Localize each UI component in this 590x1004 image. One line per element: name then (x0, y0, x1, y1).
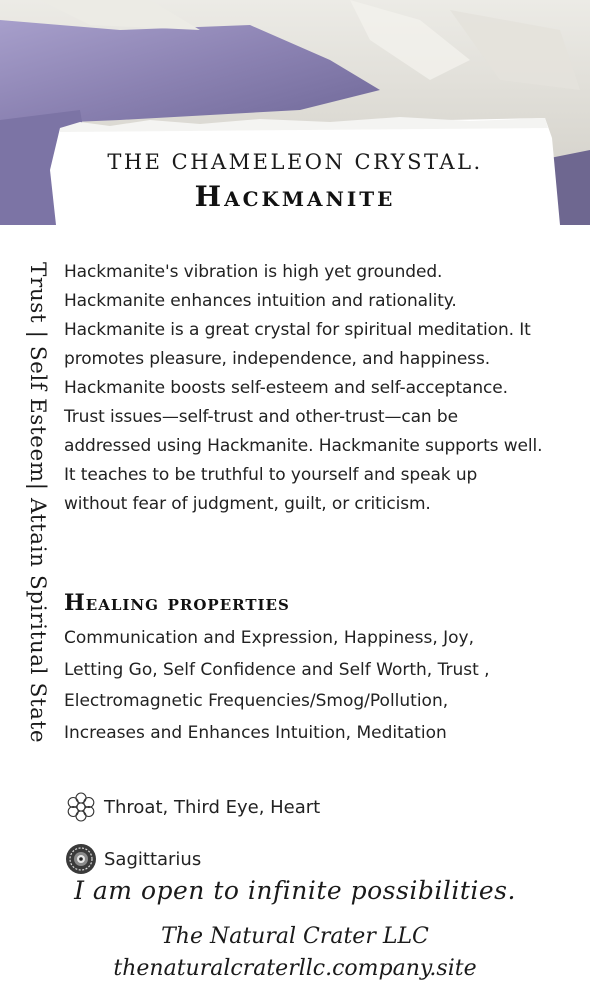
chakra-flower-icon (64, 790, 98, 824)
zodiac-mandala-icon (64, 842, 98, 876)
chakra-row (64, 790, 320, 824)
brand-name: The Natural Crater LLC (161, 924, 429, 949)
vertical-tags: Trust | Self Esteem| Attain Spiritual State (25, 262, 50, 744)
website-link[interactable]: thenaturalcraterllc.company.site (113, 956, 477, 981)
crystal-title: Hackmanite (194, 180, 396, 213)
affirmation: I am open to infinite possibilities. (74, 876, 516, 905)
chakra-text: Throat, Third Eye, Heart (104, 796, 321, 818)
description-text: Hackmanite's vibration is high yet grounded. Hackmanite enhances intuition and rationality. Hackmanite is a great crystal for spiritual meditation. It promotes pleasure, independence, and happiness. Hackmanite boosts self-esteem and self-acceptance. Trust issues—self-trust and other-trust—can be addressed using Hackmanite. Hackmanite supports well. It teaches to be truthful to yourself and speak up without fear of judgment, guilt, or criticism. (64, 262, 543, 514)
crystal-subtitle: THE CHAMELEON CRYSTAL. (107, 150, 483, 174)
healing-properties-text: Communication and Expression, Happiness, Joy, Letting Go, Self Confidence and Self Worth, Trust , Electromagnetic Frequencies/Smog/Pollution, Increases and Enhances Intuition, Meditation (64, 628, 490, 743)
title-card (0, 0, 590, 225)
zodiac-text: Sagittarius (104, 848, 202, 870)
zodiac-row (64, 842, 201, 876)
healing-heading: Healing properties (64, 590, 290, 616)
